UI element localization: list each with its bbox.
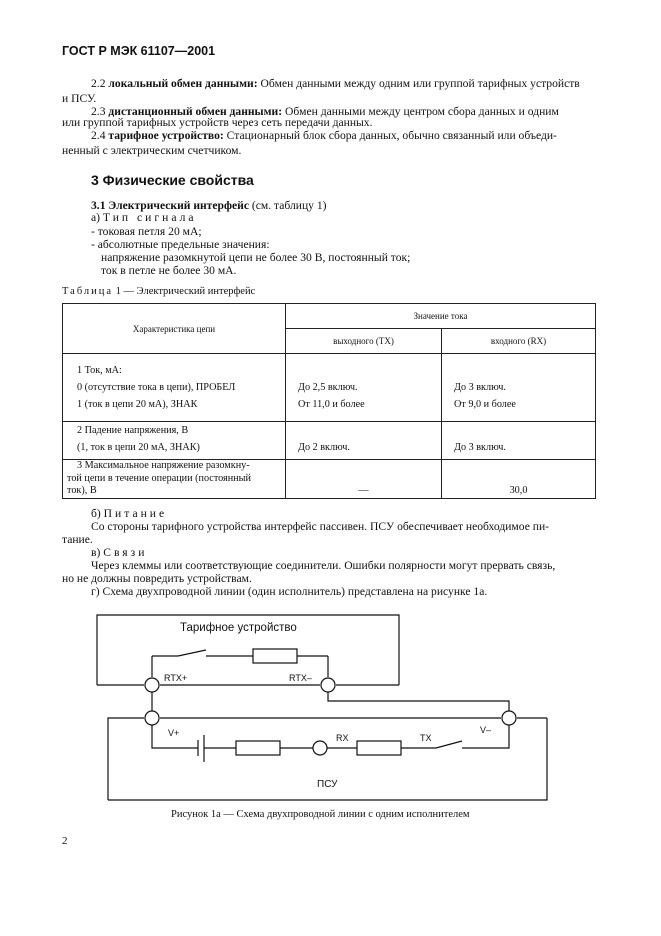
- cell-line: —: [358, 485, 369, 496]
- terminal-v-plus-icon: [145, 711, 159, 725]
- cell-line: 0 (отсутствие тока в цепи), ПРОБЕЛ: [77, 382, 236, 393]
- caption-prefix: Таблица: [62, 286, 114, 297]
- cell-line: (1, ток в цепи 20 мА, ЗНАК): [77, 442, 200, 453]
- tx-switch-icon: [436, 741, 462, 748]
- cell-line: 30,0: [509, 485, 528, 496]
- definition-2-4-line2: ненный с электрическим счетчиком.: [62, 144, 242, 157]
- list-marker: б): [91, 507, 101, 520]
- cell-line: 1 Ток, мА:: [77, 365, 122, 376]
- figure-caption: Рисунок 1а — Схема двухпроводной линии с одним исполнителем: [171, 809, 470, 820]
- definition-term: тарифное устройство:: [108, 129, 224, 142]
- power-line: Со стороны тарифного устройства интерфейс пассивен. ПСУ обеспечивает необходимое пи-: [91, 520, 550, 533]
- definition-text: Обмен данными между центром сбора данных и одним: [284, 105, 559, 118]
- cell-line: До 2 включ.: [298, 442, 350, 453]
- cell-line: До 3 включ.: [454, 382, 506, 393]
- tariff-device-label: Тарифное устройство: [180, 622, 297, 634]
- signal-line: - абсолютные предельные значения:: [91, 238, 270, 251]
- definition-number: 2.2: [91, 77, 106, 90]
- terminal-v-minus-icon: [502, 711, 516, 725]
- definition-term: локальный обмен данными:: [108, 77, 258, 90]
- document-header: ГОСТ Р МЭК 61107—2001: [62, 44, 216, 58]
- definition-term: дистанционный обмен данными:: [108, 105, 283, 118]
- hhu-box: [108, 718, 144, 800]
- rx-receiver-icon: [313, 741, 327, 755]
- cell-line: 2 Падение напряжения, В: [77, 425, 189, 436]
- cell-line: От 11,0 и более: [298, 399, 365, 410]
- list-marker: в): [91, 546, 101, 559]
- definition-text: Стационарный блок сбора данных, обычно связанный или объеди-: [226, 129, 557, 142]
- table-sub-header: входного (RX): [442, 329, 596, 354]
- subsection-ref: (см. таблицу 1): [251, 199, 327, 212]
- signal-line: ток в петле не более 30 мА.: [101, 264, 237, 277]
- table-col-header: Характеристика цепи: [63, 304, 286, 354]
- resistor-icon: [253, 649, 297, 663]
- terminal-rtx-minus-icon: [321, 678, 335, 692]
- terminal-rtx-plus-icon: [145, 678, 159, 692]
- definition-number: 2.3: [91, 105, 106, 118]
- spaced-label: Связи: [103, 546, 148, 559]
- switch-icon: [178, 650, 206, 656]
- cell-line: От 9,0 и более: [454, 399, 516, 410]
- power-line: тание.: [62, 533, 93, 546]
- rtx-plus-label: RTX+: [164, 673, 188, 683]
- definition-2-2-line2: и ПСУ.: [62, 92, 97, 105]
- rtx-minus-label: RTX–: [289, 673, 312, 683]
- signal-line: напряжение разомкнутой цепи не более 30 В, постоянный ток;: [101, 251, 411, 264]
- section-title: 3 Физические свойства: [91, 172, 254, 188]
- v-plus-label: V+: [168, 728, 180, 738]
- spaced-label: Тип сигнала: [102, 211, 197, 224]
- signal-line: - токовая петля 20 мА;: [91, 225, 202, 238]
- resistor-icon: [357, 741, 401, 755]
- rx-label: RX: [336, 733, 349, 743]
- cell-line: той цепи в течение операции (постоянный: [67, 472, 251, 484]
- hhu-label: ПСУ: [317, 779, 338, 790]
- definition-text: Обмен данными между одним или группой тарифных устройств: [260, 77, 580, 90]
- connection-line: но не должны повредить устройствам.: [62, 572, 252, 585]
- spaced-label: Питание: [103, 507, 168, 520]
- cell-line: ток), В: [67, 485, 97, 496]
- cell-line: До 2,5 включ.: [298, 382, 358, 393]
- table-group-header: Значение тока: [286, 304, 596, 329]
- cell-line: До 3 включ.: [454, 442, 506, 453]
- cell-line: 1 (ток в цепи 20 мА), ЗНАК: [77, 399, 198, 410]
- page-number: 2: [62, 835, 68, 847]
- cell-line: 3 Максимальное напряжение разомкну-: [77, 460, 250, 471]
- caption-text: 1 — Электрический интерфейс: [115, 286, 256, 297]
- v-minus-label: V–: [480, 725, 492, 735]
- tx-label: TX: [420, 733, 432, 743]
- table-sub-header: выходного (ТХ): [286, 329, 442, 354]
- list-marker: а): [91, 211, 101, 224]
- definition-2-3-line2: или группой тарифных устройств через сеть передачи данных.: [62, 116, 373, 129]
- resistor-icon: [236, 741, 280, 755]
- subsection-number: 3.1: [91, 199, 106, 212]
- subsection-title: Электрический интерфейс: [108, 199, 249, 212]
- connection-line: г) Схема двухпроводной линии (один исполнитель) представлена на рисунке 1а.: [91, 585, 488, 598]
- connection-line: Через клеммы или соответствующие соединители. Ошибки полярности могут прервать связь,: [91, 559, 556, 572]
- definition-number: 2.4: [91, 129, 106, 142]
